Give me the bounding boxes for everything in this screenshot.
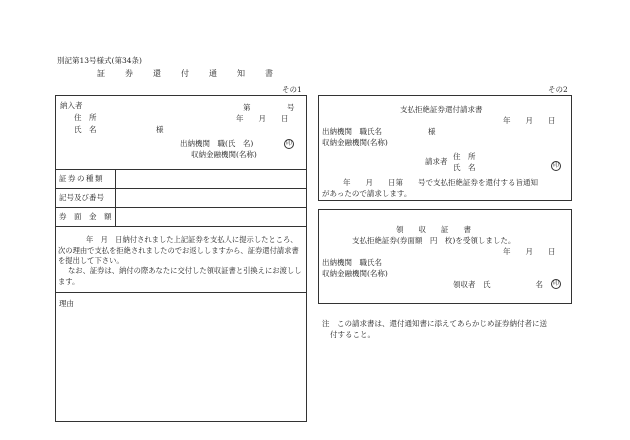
- honorific: 様: [156, 125, 164, 134]
- recipient-label: 領収者 氏 名: [453, 280, 543, 289]
- number-prefix: 第: [243, 103, 251, 112]
- form-reference: 別記第13号様式(第34条): [57, 56, 142, 65]
- requester-seal: 印: [552, 162, 559, 169]
- bank-line: 収納金融機関(名称): [191, 150, 257, 159]
- document-title: 証 券 還 付 通 知 書: [97, 69, 279, 78]
- requester-label: 請求者: [425, 157, 448, 166]
- part-label-2: その2: [548, 85, 568, 94]
- number-suffix: 号: [287, 103, 295, 112]
- request-text-1: 年 月 日第 号で支払拒絶証券を還付する旨通知: [343, 178, 538, 187]
- recipient-seal: 印: [552, 280, 559, 287]
- requester-address: 住 所: [453, 152, 476, 161]
- row-face-amount: 券 面 金 額: [59, 212, 112, 221]
- receipt-panel: [318, 209, 572, 304]
- request-title: 支払拒絶証券還付請求書: [400, 105, 483, 114]
- receipt-bank: 収納金融機関(名称): [322, 269, 388, 278]
- request-disburser: 出納機関 職氏名: [322, 127, 382, 136]
- row-security-type: 証券の種類: [59, 174, 104, 183]
- requester-name: 氏 名: [453, 163, 476, 172]
- notice-date: 年 月 日: [236, 114, 289, 123]
- note-line-1: 注 この請求書は、還付通知書に添えてあらかじめ証券納付者に送: [322, 319, 547, 328]
- request-text-2: があったので請求します。: [322, 189, 412, 198]
- receipt-disburser: 出納機関 職氏名: [322, 258, 382, 267]
- part-label-1: その1: [282, 85, 302, 94]
- payer-label: 納入者: [60, 101, 83, 110]
- notice-paragraph-1: 年 月 日納付されました上記証券を支払人に提示したところ、次の理由で支払を拒絶されましたのでお返ししますから、証券還付請求書を提出して下さい。: [58, 235, 299, 265]
- address-label: 住 所: [74, 113, 97, 122]
- disburser-line: 出納機関 職(氏 名): [180, 139, 254, 148]
- receipt-text: 支払拒絶証券(券面額 円 枚)を受領しました。: [352, 236, 516, 245]
- reason-label: 理由: [59, 299, 74, 308]
- seal-stamp: 印: [285, 140, 292, 147]
- request-date: 年 月 日: [503, 116, 556, 125]
- note-line-2: 付すること。: [330, 330, 375, 339]
- request-honorific: 様: [428, 127, 436, 136]
- receipt-title: 領 収 証 書: [396, 225, 471, 234]
- request-bank: 収納金融機関(名称): [322, 138, 388, 147]
- receipt-date: 年 月 日: [503, 247, 556, 256]
- notice-paragraph-2: なお、証券は、納付の際あなたに交付した領収証書と引換えにお渡しします。: [58, 266, 302, 286]
- name-label: 氏 名: [74, 125, 97, 134]
- row-symbol-number: 記号及び番号: [59, 193, 104, 202]
